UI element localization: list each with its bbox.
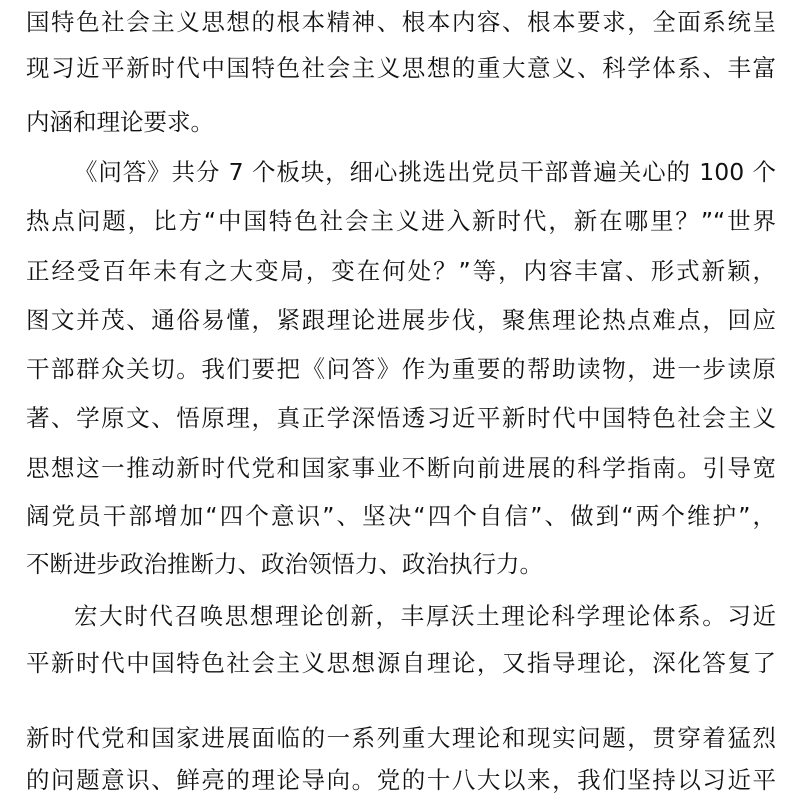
text-line: 阔党员干部增加“四个意识”、坚决“四个自信”、做到“两个维护”， xyxy=(26,502,776,530)
text-line: 热点问题，比方“中国特色社会主义进入新时代，新在哪里？”“世界 xyxy=(26,207,776,235)
text-line: 平新时代中国特色社会主义思想源自理论，又指导理论，深化答复了 xyxy=(26,649,776,677)
text-line: 国特色社会主义思想的根本精神、根本内容、根本要求，全面系统呈 xyxy=(26,8,776,36)
text-line: 干部群众关切。我们要把《问答》作为重要的帮助读物，进一步读原 xyxy=(26,355,776,383)
text-line: 新时代党和国家进展面临的一系列重大理论和现实问题，贯穿着猛烈 xyxy=(26,724,776,752)
text-line: 不断进步政治推断力、政治领悟力、政治执行力。 xyxy=(26,550,543,578)
text-line: 著、学原文、悟原理，真正学深悟透习近平新时代中国特色社会主义 xyxy=(26,404,776,432)
text-line: 内涵和理论要求。 xyxy=(26,108,214,136)
paragraph-first-line: 宏大时代召唤思想理论创新，丰厚沃土理论科学理论体系。习近 xyxy=(74,602,776,630)
text-line: 正经受百年未有之大变局，变在何处？”等，内容丰富、形式新颖， xyxy=(26,257,776,285)
text-line: 的问题意识、鲜亮的理论导向。党的十八大以来，我们坚持以习近平 xyxy=(26,766,776,794)
text-line: 现习近平新时代中国特色社会主义思想的重大意义、科学体系、丰富 xyxy=(26,54,776,82)
paragraph-first-line: 《问答》共分 7 个板块，细心挑选出党员干部普遍关心的 100 个 xyxy=(74,158,776,186)
text-line: 图文并茂、通俗易懂，紧跟理论进展步伐，聚焦理论热点难点，回应 xyxy=(26,306,776,334)
text-line: 思想这一推动新时代党和国家事业不断向前进展的科学指南。引导宽 xyxy=(26,454,776,482)
